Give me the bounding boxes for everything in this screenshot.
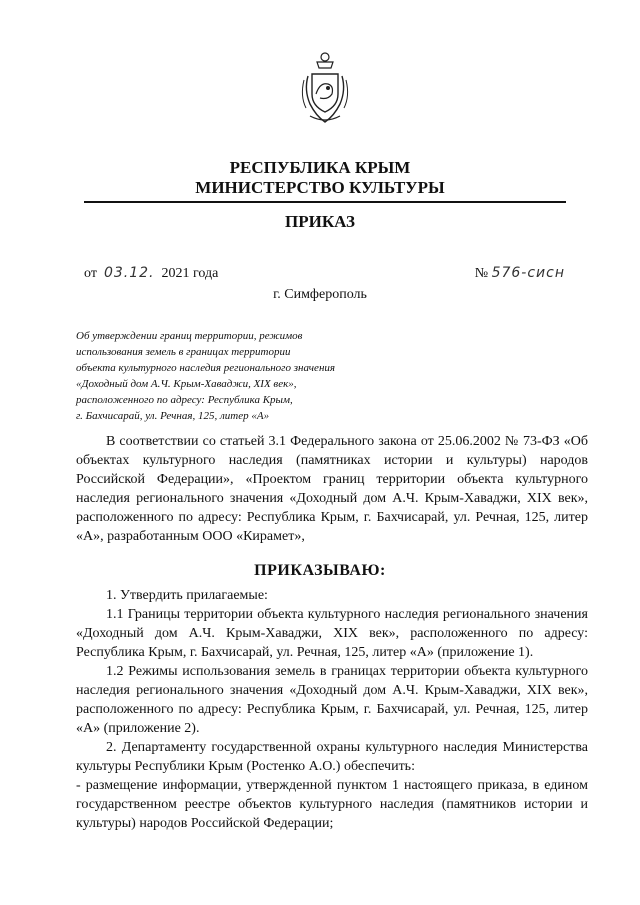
order-items xyxy=(76,586,588,833)
list-item: 2. Департаменту государственной охраны культурного наследия Министерства культуры Республики Крым (Ростенко А.О.) обеспечить: xyxy=(76,740,588,774)
subject-line: расположенного по адресу: Республика Крым, xyxy=(76,394,293,406)
list-item: 1. Утвердить прилагаемые: xyxy=(106,588,268,603)
order-heading: ПРИКАЗЫВАЮ: xyxy=(254,562,386,579)
preamble-paragraph: В соответствии со статьей 3.1 Федерального закона от 25.06.2002 № 73-ФЗ «Об объектах культурного наследия (памятниках истории и культуры) народов Российской Федерации», «Проектом границ территории объекта культурного наследия регионального значения «Доходный дом А.Ч. Крым-Хаваджи, XIX век», расположенного по адресу: Республика Крым, г. Бахчисарай, ул. Речная, 125, литер «А», разработанным ООО «Кирамет», xyxy=(76,434,588,544)
subject-line: Об утверждении границ территории, режимов xyxy=(76,330,303,342)
header-divider xyxy=(84,201,566,203)
order-subject xyxy=(76,328,376,424)
date-year: 2021 года xyxy=(161,266,219,281)
subject-line: «Доходный дом А.Ч. Крым-Хаваджи, XIX век», xyxy=(76,378,297,390)
ministry-title: МИНИСТЕРСТВО КУЛЬТУРЫ xyxy=(195,178,445,197)
order-number-line xyxy=(475,265,565,282)
handwritten-date: 03.12. xyxy=(103,265,155,281)
subject-line: объекта культурного наследия регионального значения xyxy=(76,362,336,374)
subject-line: г. Бахчисарай, ул. Речная, 125, литер «А» xyxy=(76,410,270,422)
republic-title: РЕСПУБЛИКА КРЫМ xyxy=(229,158,411,177)
city-name: г. Симферополь xyxy=(273,287,367,302)
date-line xyxy=(84,265,218,282)
handwritten-number: 576-сисн xyxy=(491,265,565,281)
date-prefix: от xyxy=(84,266,97,281)
subject-line: использования земель в границах территории xyxy=(76,346,291,358)
number-prefix: № xyxy=(474,266,489,281)
list-item: 1.2 Режимы использования земель в границах территории объекта культурного наследия регионального значения «Доходный дом А.Ч. Крым-Хаваджи, XIX век», расположенного по адресу: Республика Крым, г. Бахчисарай, ул. Речная, 125, литер «А» (приложение 2). xyxy=(76,664,588,736)
list-item: 1.1 Границы территории объекта культурного наследия регионального значения «Доходный дом А.Ч. Крым-Хаваджи, XIX век», расположенного по адресу: Республика Крым, г. Бахчисарай, ул. Речная, 125, литер «А» (приложение 1). xyxy=(76,607,588,660)
document-type-title: ПРИКАЗ xyxy=(285,212,355,231)
list-item: - размещение информации, утвержденной пунктом 1 настоящего приказа, в едином государственном реестре объектов культурного наследия (памятников истории и культуры) народов Российской Федерации; xyxy=(76,778,588,831)
crimea-coat-of-arms-icon xyxy=(298,50,352,126)
